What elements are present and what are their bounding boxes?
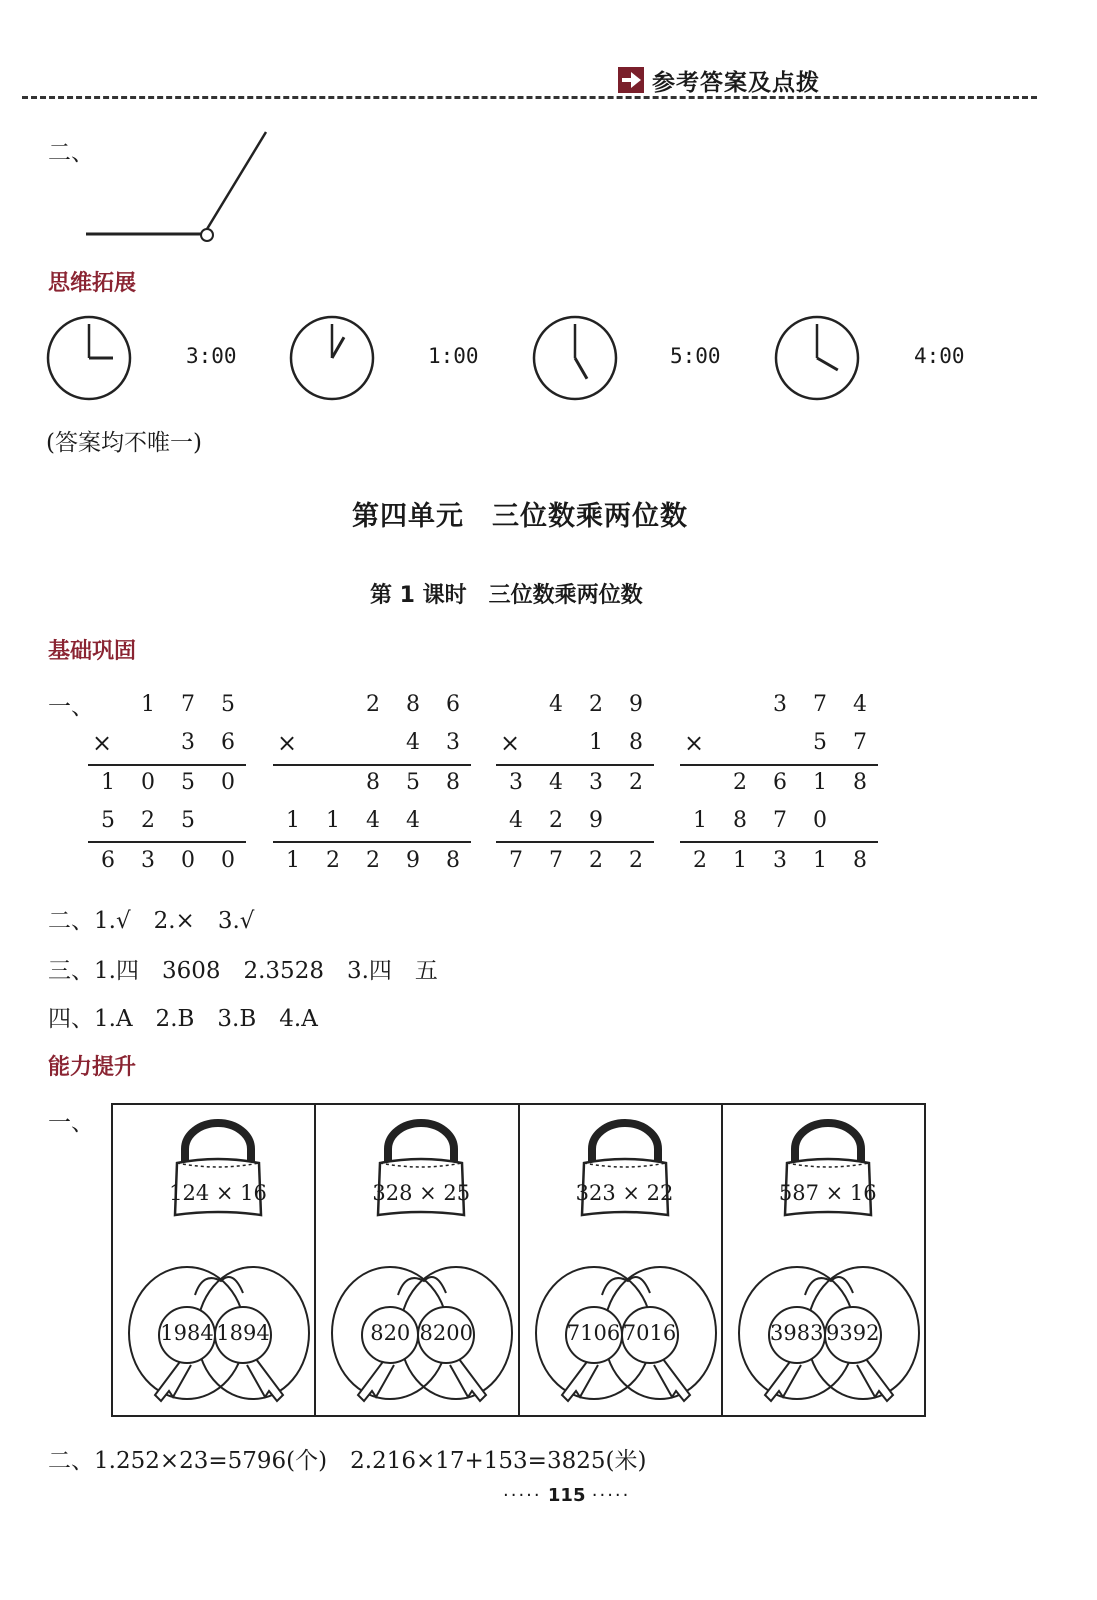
mult-row-top xyxy=(273,686,471,724)
ability-q2: 二、1.252×23=5796(个) 2.216×17+153=3825(米) xyxy=(48,1448,647,1474)
digit: 6 xyxy=(221,730,235,755)
lock-expression: 124 × 16 xyxy=(169,1181,267,1205)
digit: 2 xyxy=(733,770,747,795)
clock-face-icon xyxy=(288,314,376,402)
digit: 3 xyxy=(446,730,460,755)
digit: 2 xyxy=(549,808,563,833)
footer-dots-left: ····· xyxy=(503,1485,542,1506)
basics-q1-label: 一、 xyxy=(48,694,94,720)
digit: 7 xyxy=(509,848,523,873)
digit: 6 xyxy=(446,692,460,717)
digit: 0 xyxy=(141,770,155,795)
digit: 3 xyxy=(773,848,787,873)
digit: 5 xyxy=(813,730,827,755)
header-title: 参考答案及点拨 xyxy=(652,69,820,96)
digit: 4 xyxy=(366,808,380,833)
digit: 0 xyxy=(221,848,235,873)
thinking-heading: 思维拓展 xyxy=(48,271,137,296)
lock-cell xyxy=(316,1105,519,1415)
digit: 1 xyxy=(326,808,340,833)
clock-time: 4:00 xyxy=(914,344,965,368)
digit: 2 xyxy=(693,848,707,873)
mult-row-bottom xyxy=(273,724,471,762)
digit: 7 xyxy=(853,730,867,755)
ability-q1-label: 一、 xyxy=(48,1110,94,1136)
digit: 2 xyxy=(326,848,340,873)
times-icon: × xyxy=(500,729,521,757)
lock-key-table xyxy=(111,1103,926,1417)
digit: 3 xyxy=(509,770,523,795)
mult-row-p2 xyxy=(496,802,654,840)
digit: 1 xyxy=(733,848,747,873)
lock-expression: 323 × 22 xyxy=(575,1181,674,1205)
digit: 5 xyxy=(181,808,195,833)
lock-cell xyxy=(723,1105,924,1415)
digit: 5 xyxy=(101,808,115,833)
digit: 1 xyxy=(101,770,115,795)
mult-row-top xyxy=(496,686,654,724)
lesson-title: 第 1 课时 三位数乘两位数 xyxy=(370,583,643,608)
key-number: 8200 xyxy=(419,1321,473,1345)
times-icon: × xyxy=(277,729,298,757)
mult-rule xyxy=(273,764,471,766)
digit: 4 xyxy=(853,692,867,717)
digit: 1 xyxy=(286,808,300,833)
footer-dots-right: ····· xyxy=(591,1485,631,1506)
digit: 1 xyxy=(286,848,300,873)
digit: 7 xyxy=(549,848,563,873)
key-number: 1894 xyxy=(216,1321,270,1345)
digit: 8 xyxy=(446,770,460,795)
arrow-right-icon xyxy=(618,67,644,93)
page-footer xyxy=(503,1485,630,1506)
digit: 2 xyxy=(629,770,643,795)
digit: 1 xyxy=(813,848,827,873)
digit: 5 xyxy=(406,770,420,795)
times-icon: × xyxy=(684,729,705,757)
digit: 4 xyxy=(549,692,563,717)
digit: 9 xyxy=(589,808,603,833)
mult-row-result xyxy=(496,842,654,880)
digit: 4 xyxy=(406,808,420,833)
digit: 2 xyxy=(589,692,603,717)
digit: 8 xyxy=(446,848,460,873)
digit: 8 xyxy=(853,770,867,795)
digit: 2 xyxy=(589,848,603,873)
mult-row-top xyxy=(88,686,246,724)
key-number: 7106 xyxy=(566,1321,621,1345)
section-2-label: 二、 xyxy=(48,140,94,166)
key-number: 9392 xyxy=(826,1321,880,1345)
mult-row-p1 xyxy=(88,764,246,802)
basics-heading: 基础巩固 xyxy=(48,639,137,664)
mult-row-p1 xyxy=(680,764,878,802)
mult-row-p1 xyxy=(496,764,654,802)
digit: 1 xyxy=(589,730,603,755)
mult-row-top xyxy=(680,686,878,724)
key-number: 7016 xyxy=(622,1321,677,1345)
mult-row-p2 xyxy=(680,802,878,840)
digit: 3 xyxy=(141,848,155,873)
page-number: 115 xyxy=(547,1485,586,1506)
digit: 7 xyxy=(773,808,787,833)
digit: 0 xyxy=(181,848,195,873)
times-icon: × xyxy=(92,729,113,757)
digit: 2 xyxy=(366,848,380,873)
digit: 8 xyxy=(366,770,380,795)
clock-time: 5:00 xyxy=(670,344,721,368)
digit: 1 xyxy=(813,770,827,795)
lock-expression: 587 × 16 xyxy=(778,1181,877,1205)
digit: 2 xyxy=(141,808,155,833)
clock-face-icon xyxy=(45,314,133,402)
key-number: 3983 xyxy=(770,1321,824,1345)
digit: 4 xyxy=(549,770,563,795)
key-number: 1984 xyxy=(160,1321,214,1345)
header-bar xyxy=(618,64,820,96)
digit: 1 xyxy=(141,692,155,717)
answer-line-4: 四、1.A 2.B 3.B 4.A xyxy=(48,1006,318,1032)
digit: 2 xyxy=(629,848,643,873)
digit: 9 xyxy=(629,692,643,717)
clock-time: 1:00 xyxy=(428,344,479,368)
digit: 0 xyxy=(813,808,827,833)
clock-face-icon xyxy=(531,314,619,402)
mult-rule xyxy=(88,764,246,766)
mult-rule xyxy=(680,841,878,843)
ability-heading: 能力提升 xyxy=(48,1055,137,1080)
answer-note: (答案均不唯一) xyxy=(46,430,202,456)
lock-expression: 328 × 25 xyxy=(372,1181,471,1205)
mult-row-result xyxy=(88,842,246,880)
lock-cell xyxy=(520,1105,723,1415)
answer-line-3: 三、1.四 3608 2.3528 3.四 五 xyxy=(48,958,438,984)
digit: 7 xyxy=(181,692,195,717)
mult-row-p2 xyxy=(273,802,471,840)
lock-cell xyxy=(113,1105,316,1415)
digit: 0 xyxy=(221,770,235,795)
mult-row-bottom xyxy=(680,724,878,762)
mult-row-p1 xyxy=(273,764,471,802)
mult-rule xyxy=(273,841,471,843)
digit: 4 xyxy=(406,730,420,755)
digit: 2 xyxy=(366,692,380,717)
mult-row-bottom xyxy=(88,724,246,762)
mult-rule xyxy=(88,841,246,843)
answer-line-2: 二、1.√ 2.× 3.√ xyxy=(48,908,255,934)
key-number: 820 xyxy=(370,1321,411,1345)
digit: 8 xyxy=(406,692,420,717)
digit: 8 xyxy=(629,730,643,755)
digit: 6 xyxy=(773,770,787,795)
clock-time: 3:00 xyxy=(186,344,237,368)
digit: 5 xyxy=(181,770,195,795)
clock-face-icon xyxy=(773,314,861,402)
digit: 1 xyxy=(693,808,707,833)
digit: 3 xyxy=(589,770,603,795)
digit: 5 xyxy=(221,692,235,717)
digit: 9 xyxy=(406,848,420,873)
digit: 7 xyxy=(813,692,827,717)
mult-row-result xyxy=(680,842,878,880)
angle-figure xyxy=(80,128,280,248)
mult-row-bottom xyxy=(496,724,654,762)
digit: 6 xyxy=(101,848,115,873)
mult-rule xyxy=(496,841,654,843)
mult-row-result xyxy=(273,842,471,880)
digit: 8 xyxy=(853,848,867,873)
digit: 3 xyxy=(773,692,787,717)
digit: 3 xyxy=(181,730,195,755)
unit-title: 第四单元 三位数乘两位数 xyxy=(352,501,688,532)
mult-rule xyxy=(496,764,654,766)
mult-row-p2 xyxy=(88,802,246,840)
digit: 8 xyxy=(733,808,747,833)
digit: 4 xyxy=(509,808,523,833)
header-divider xyxy=(22,96,1037,99)
mult-rule xyxy=(680,764,878,766)
